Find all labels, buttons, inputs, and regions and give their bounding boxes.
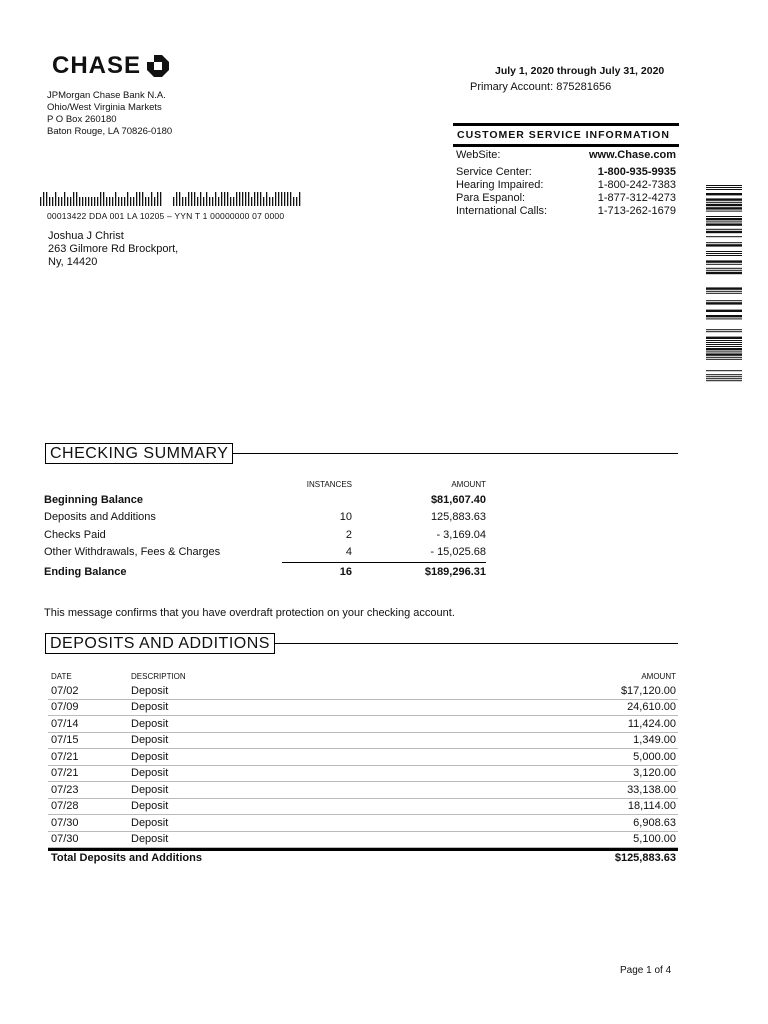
horizontal-barcode (40, 192, 302, 206)
deposits-header (45, 633, 678, 654)
row-date: 07/30 (51, 816, 79, 829)
divider (275, 643, 678, 644)
deposits-table (48, 670, 678, 864)
row-date: 07/15 (51, 734, 79, 747)
cs-label: Service Center: (456, 166, 532, 178)
statement-period: July 1, 2020 through July 31, 2020 (495, 65, 665, 77)
row-date: 07/30 (51, 833, 79, 846)
total-amount: $125,883.63 (614, 852, 676, 864)
table-row (48, 700, 678, 717)
row-amount: $189,296.31 (424, 565, 486, 578)
row-amount: 24,610.00 (627, 701, 676, 714)
section-title: CHECKING SUMMARY (45, 443, 233, 464)
cs-row (453, 166, 679, 179)
customer-address-line: 263 Gilmore Rd Brockport, (48, 243, 179, 255)
row-label: Ending Balance (44, 565, 127, 578)
cs-label: Para Espanol: (456, 192, 526, 204)
deposits-total-row (48, 851, 678, 864)
table-row (48, 782, 678, 799)
table-row (44, 491, 486, 509)
row-description: Deposit (131, 684, 169, 697)
bank-address-line: P O Box 260180 (47, 114, 117, 125)
total-label: Total Deposits and Additions (51, 852, 202, 864)
row-label: Deposits and Additions (44, 511, 156, 524)
logo-text: CHASE (52, 52, 142, 79)
row-date: 07/02 (51, 684, 79, 697)
cs-row (453, 192, 679, 205)
cs-website-row (453, 149, 679, 162)
row-instances: 16 (339, 565, 352, 578)
table-row (48, 733, 678, 750)
checking-summary-table (44, 478, 486, 581)
row-description: Deposit (131, 833, 169, 846)
table-row (44, 544, 486, 562)
row-instances: 2 (345, 528, 352, 541)
table-header-row (44, 478, 486, 491)
primary-account: Primary Account: 875281656 (470, 81, 612, 93)
customer-name: Joshua J Christ (48, 230, 124, 242)
row-amount: 5,100.00 (633, 833, 676, 846)
statement-period-block (470, 65, 680, 93)
overdraft-message: This message confirms that you have overdraft protection on your checking account. (44, 607, 455, 619)
row-amount: - 3,169.04 (436, 528, 486, 541)
row-amount: - 15,025.68 (430, 546, 486, 559)
row-description: Deposit (131, 750, 169, 763)
table-row (44, 509, 486, 527)
row-date: 07/21 (51, 767, 79, 780)
customer-address (48, 230, 178, 269)
row-date: 07/28 (51, 800, 79, 813)
cs-value: 1-800-935-9935 (597, 166, 676, 178)
bank-address-line: JPMorgan Chase Bank N.A. (47, 90, 166, 101)
table-row (48, 766, 678, 783)
table-row (48, 832, 678, 849)
page-number: Page 1 of 4 (620, 965, 672, 976)
row-date: 07/14 (51, 717, 79, 730)
table-row (48, 716, 678, 733)
checking-summary-header (45, 443, 678, 464)
row-instances: 4 (345, 546, 352, 559)
cs-label: Hearing Impaired: (456, 179, 544, 191)
row-amount: 11,424.00 (627, 717, 676, 730)
row-description: Deposit (131, 734, 169, 747)
chase-logo (52, 52, 169, 80)
row-amount: 18,114.00 (627, 800, 676, 813)
cs-value: 1-877-312-4273 (597, 192, 676, 204)
table-row (44, 526, 486, 544)
bank-address (47, 90, 172, 138)
customer-service-title: CUSTOMER SERVICE INFORMATION (457, 129, 670, 141)
row-description: Deposit (131, 767, 169, 780)
column-header: DATE (51, 672, 72, 681)
row-amount: 125,883.63 (430, 511, 486, 524)
cs-value: 1-800-242-7383 (597, 179, 676, 191)
bank-address-line: Ohio/West Virginia Markets (47, 102, 162, 113)
vertical-barcode (706, 185, 742, 385)
row-description: Deposit (131, 701, 169, 714)
table-row (48, 683, 678, 700)
cs-value: 1-713-262-1679 (597, 205, 676, 217)
table-row (48, 749, 678, 766)
cs-label: International Calls: (456, 205, 548, 217)
column-header: INSTANCES (306, 480, 352, 489)
chase-octagon-icon (147, 55, 169, 77)
row-amount: 3,120.00 (633, 767, 676, 780)
row-label: Checks Paid (44, 528, 106, 541)
section-title: DEPOSITS AND ADDITIONS (45, 633, 275, 654)
row-description: Deposit (131, 800, 169, 813)
table-header-row (48, 670, 678, 683)
customer-address-line: Ny, 14420 (48, 256, 98, 268)
row-date: 07/09 (51, 701, 79, 714)
row-label: Other Withdrawals, Fees & Charges (44, 546, 221, 559)
row-amount: 33,138.00 (627, 783, 676, 796)
cs-row (453, 179, 679, 192)
column-header: AMOUNT (641, 672, 676, 681)
cs-website-link[interactable]: www.Chase.com (588, 149, 676, 161)
row-description: Deposit (131, 816, 169, 829)
cs-row (453, 205, 679, 218)
row-amount: 5,000.00 (633, 750, 676, 763)
column-header: DESCRIPTION (131, 672, 186, 681)
row-amount: $17,120.00 (620, 684, 676, 697)
bank-address-line: Baton Rouge, LA 70826-0180 (47, 126, 173, 137)
row-amount: $81,607.40 (430, 493, 486, 506)
row-description: Deposit (131, 717, 169, 730)
column-header: AMOUNT (451, 480, 486, 489)
row-label: Beginning Balance (44, 493, 144, 506)
table-row (48, 815, 678, 832)
table-row (48, 799, 678, 816)
row-description: Deposit (131, 783, 169, 796)
divider (453, 144, 679, 147)
customer-service-box (453, 123, 679, 218)
row-instances: 10 (339, 511, 352, 524)
barcode-text: 00013422 DDA 001 LA 10205 – YYN T 1 00000000 07 0000 (47, 211, 285, 221)
divider (233, 453, 678, 454)
row-date: 07/23 (51, 783, 79, 796)
row-amount: 1,349.00 (633, 734, 676, 747)
ending-balance-row (44, 563, 486, 581)
row-amount: 6,908.63 (633, 816, 676, 829)
row-date: 07/21 (51, 750, 79, 763)
cs-label: WebSite: (456, 149, 501, 161)
